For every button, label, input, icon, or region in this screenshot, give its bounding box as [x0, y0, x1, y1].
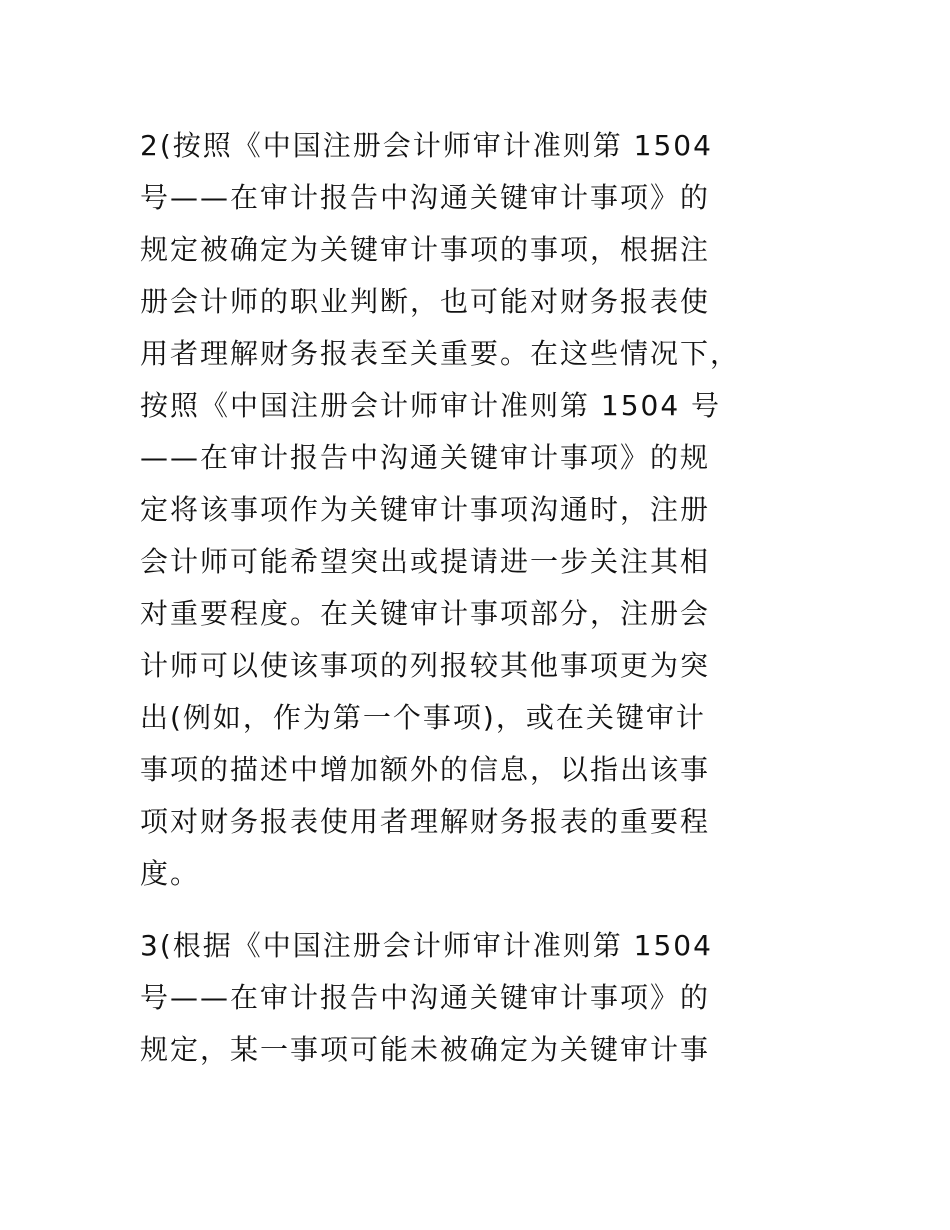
text-line: 定将该事项作为关键审计事项沟通时，注册 — [140, 493, 711, 526]
text-line: 3(根据《中国注册会计师审计准则第 1504 — [140, 929, 713, 962]
text-line: 规定被确定为关键审计事项的事项，根据注 — [140, 233, 711, 266]
text-line: 计师可以使该事项的列报较其他事项更为突 — [140, 649, 711, 682]
text-line: 对重要程度。在关键审计事项部分，注册会 — [140, 597, 711, 630]
text-line: ——在审计报告中沟通关键审计事项》的规 — [140, 441, 711, 474]
text-line: 出(例如，作为第一个事项)，或在关键审计 — [140, 701, 706, 734]
paragraph-3 — [140, 920, 840, 1076]
paragraph-2 — [140, 120, 840, 900]
text-line: 册会计师的职业判断，也可能对财务报表使 — [140, 285, 711, 318]
text-line: 号——在审计报告中沟通关键审计事项》的 — [140, 981, 711, 1014]
text-line: 用者理解财务报表至关重要。在这些情况下， — [140, 337, 741, 370]
text-line: 项对财务报表使用者理解财务报表的重要程 — [140, 805, 711, 838]
text-line: 规定，某一事项可能未被确定为关键审计事 — [140, 1033, 711, 1066]
text-line: 2(按照《中国注册会计师审计准则第 1504 — [140, 129, 713, 162]
text-line: 按照《中国注册会计师审计准则第 1504 号 — [140, 389, 722, 422]
text-line: 号——在审计报告中沟通关键审计事项》的 — [140, 181, 711, 214]
text-line: 会计师可能希望突出或提请进一步关注其相 — [140, 545, 711, 578]
text-line: 事项的描述中增加额外的信息，以指出该事 — [140, 753, 711, 786]
text-line: 度。 — [140, 857, 201, 890]
